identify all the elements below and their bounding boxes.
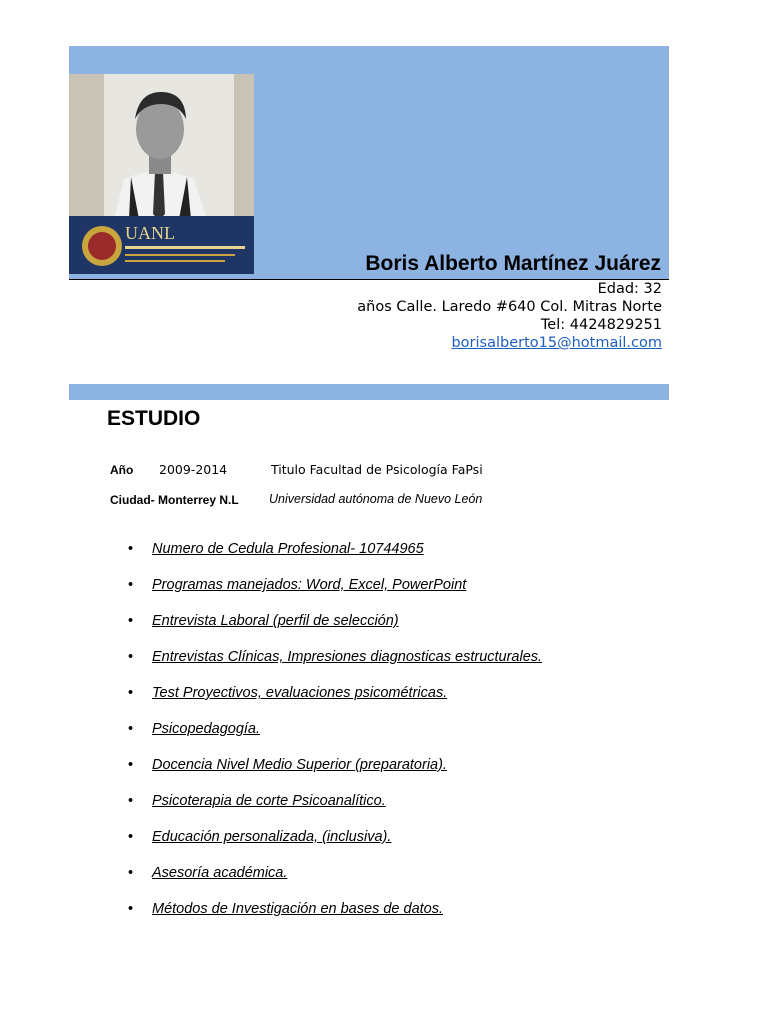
list-item [128, 901, 542, 937]
degree-text: Titulo Facultad de Psicología FaPsi [271, 462, 483, 477]
bullet-icon: • [128, 613, 134, 629]
education-row-year [110, 462, 483, 477]
skill-text: Programas manejados: Word, Excel, PowerPoint [152, 577, 467, 593]
bullet-icon: • [128, 793, 134, 809]
skill-text: Asesoría académica. [152, 865, 288, 881]
education-row-city [110, 492, 483, 507]
list-item [128, 757, 542, 793]
bullet-icon: • [128, 541, 134, 557]
list-item [128, 649, 542, 685]
list-item [128, 793, 542, 829]
age-text: Edad: 32 [597, 281, 662, 297]
candidate-name: Boris Alberto Martínez Juárez [365, 252, 661, 275]
bullet-icon: • [128, 757, 134, 773]
list-item [128, 577, 542, 613]
bullet-icon: • [128, 901, 134, 917]
year-label: Año [110, 463, 134, 477]
skills-list [128, 541, 542, 937]
bullet-icon: • [128, 649, 134, 665]
photo-card-text: UANL [125, 223, 175, 243]
city-label: Ciudad- Monterrey N.L [110, 493, 239, 507]
list-item [128, 721, 542, 757]
profile-photo [69, 74, 254, 274]
list-item [128, 541, 542, 577]
skill-text: Test Proyectivos, evaluaciones psicométricas. [152, 685, 448, 701]
university-text: Universidad autónoma de Nuevo León [269, 492, 483, 506]
skill-text: Numero de Cedula Profesional- 10744965 [152, 541, 424, 557]
section-title-estudio: ESTUDIO [107, 407, 201, 430]
bullet-icon: • [128, 865, 134, 881]
skill-text: Docencia Nivel Medio Superior (preparatoria). [152, 757, 447, 773]
bullet-icon: • [128, 721, 134, 737]
skill-text: Educación personalizada, (inclusiva). [152, 829, 392, 845]
phone-text: Tel: 4424829251 [540, 317, 662, 333]
skill-text: Entrevistas Clínicas, Impresiones diagnosticas estructurales. [152, 649, 543, 665]
skill-text: Psicopedagogía. [152, 721, 261, 737]
bullet-icon: • [128, 577, 134, 593]
photo-illustration [69, 74, 254, 274]
email-link[interactable]: borisalberto15@hotmail.com [451, 335, 662, 351]
skill-text: Entrevista Laboral (perfil de selección) [152, 613, 399, 629]
skill-text: Psicoterapia de corte Psicoanalítico. [152, 793, 386, 809]
year-value: 2009-2014 [159, 462, 228, 477]
bullet-icon: • [128, 685, 134, 701]
list-item [128, 685, 542, 721]
bullet-icon: • [128, 829, 134, 845]
list-item [128, 613, 542, 649]
contact-block [357, 280, 662, 352]
address-text: años Calle. Laredo #640 Col. Mitras Norte [357, 299, 662, 315]
skill-text: Métodos de Investigación en bases de datos. [152, 901, 443, 917]
list-item [128, 829, 542, 865]
section-band [69, 384, 669, 400]
list-item [128, 865, 542, 901]
